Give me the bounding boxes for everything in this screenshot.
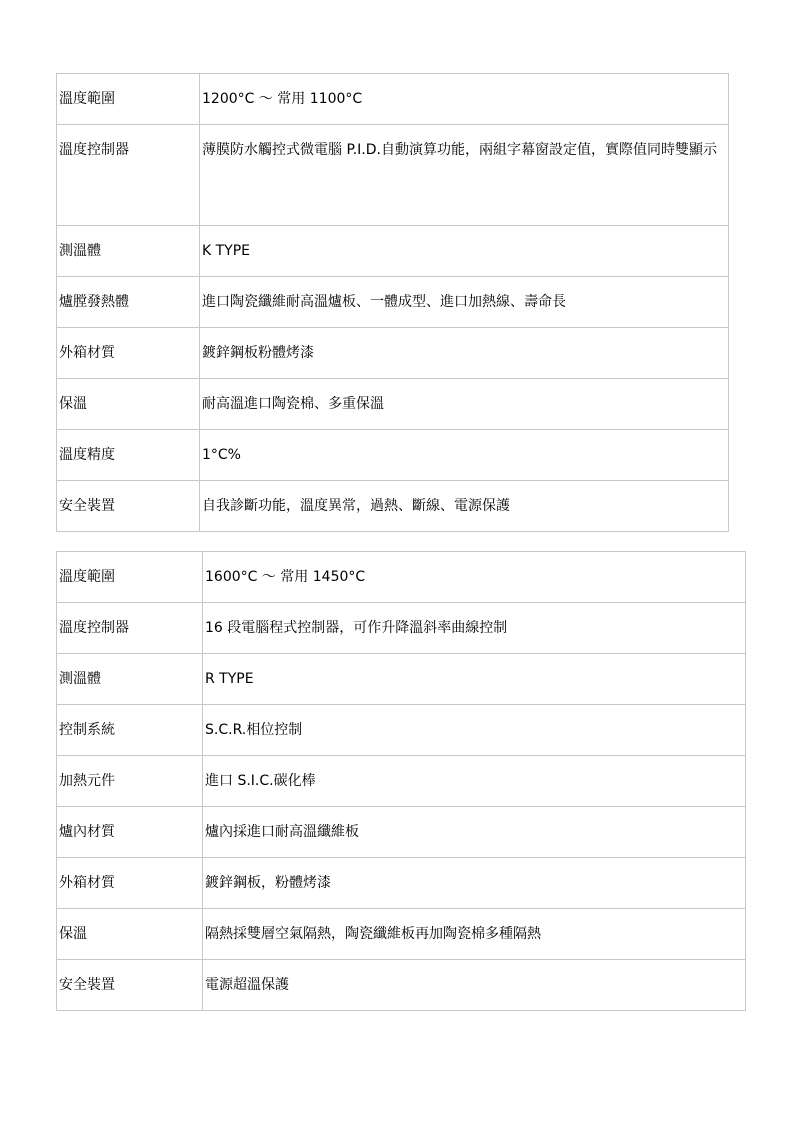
row-value: 爐內採進口耐高溫纖維板 [203,807,746,858]
table-row [57,125,729,226]
row-value: 鍍鋅鋼板，粉體烤漆 [203,858,746,909]
table-row [57,552,746,603]
row-value: 電源超溫保護 [203,960,746,1011]
row-value: 自我診斷功能，溫度異常，過熱、斷線、電源保護 [200,481,729,532]
row-label: 保溫 [57,909,203,960]
row-label: 爐膛發熱體 [57,277,200,328]
table-row [57,481,729,532]
row-value: R TYPE [203,654,746,705]
row-label: 安全裝置 [57,481,200,532]
row-value: 1°C% [200,430,729,481]
row-value: 1600°C ～ 常用 1450°C [203,552,746,603]
table-row [57,277,729,328]
table-row [57,654,746,705]
row-label: 溫度控制器 [57,603,203,654]
row-label: 測溫體 [57,654,203,705]
row-value: 1200°C ～ 常用 1100°C [200,74,729,125]
row-value: S.C.R.相位控制 [203,705,746,756]
row-label: 外箱材質 [57,858,203,909]
table-row [57,960,746,1011]
row-label: 控制系統 [57,705,203,756]
row-label: 安全裝置 [57,960,203,1011]
row-value: 16 段電腦程式控制器，可作升降溫斜率曲線控制 [203,603,746,654]
row-value: 鍍鋅鋼板粉體烤漆 [200,328,729,379]
row-value: 進口陶瓷纖維耐高溫爐板、一體成型、進口加熱線、壽命長 [200,277,729,328]
table-row [57,909,746,960]
row-label: 溫度控制器 [57,125,200,226]
row-value: 進口 S.I.C.碳化棒 [203,756,746,807]
table-row [57,603,746,654]
table-row [57,756,746,807]
row-label: 溫度精度 [57,430,200,481]
table-row [57,74,729,125]
row-value: 薄膜防水觸控式微電腦 P.I.D.自動演算功能，兩組字幕窗設定值，實際值同時雙顯示 [200,125,729,226]
row-value: K TYPE [200,226,729,277]
row-label: 外箱材質 [57,328,200,379]
row-label: 溫度範圍 [57,74,200,125]
spec-table-1 [56,73,729,532]
table-row [57,430,729,481]
table-row [57,705,746,756]
row-label: 溫度範圍 [57,552,203,603]
row-value: 隔熱採雙層空氣隔熱，陶瓷纖維板再加陶瓷棉多種隔熱 [203,909,746,960]
table-row [57,807,746,858]
table-row [57,328,729,379]
spec-table-2 [56,551,746,1011]
row-label: 爐內材質 [57,807,203,858]
table-row [57,379,729,430]
row-label: 加熱元件 [57,756,203,807]
row-value: 耐高溫進口陶瓷棉、多重保溫 [200,379,729,430]
row-label: 保溫 [57,379,200,430]
row-label: 測溫體 [57,226,200,277]
table-row [57,858,746,909]
table-row [57,226,729,277]
